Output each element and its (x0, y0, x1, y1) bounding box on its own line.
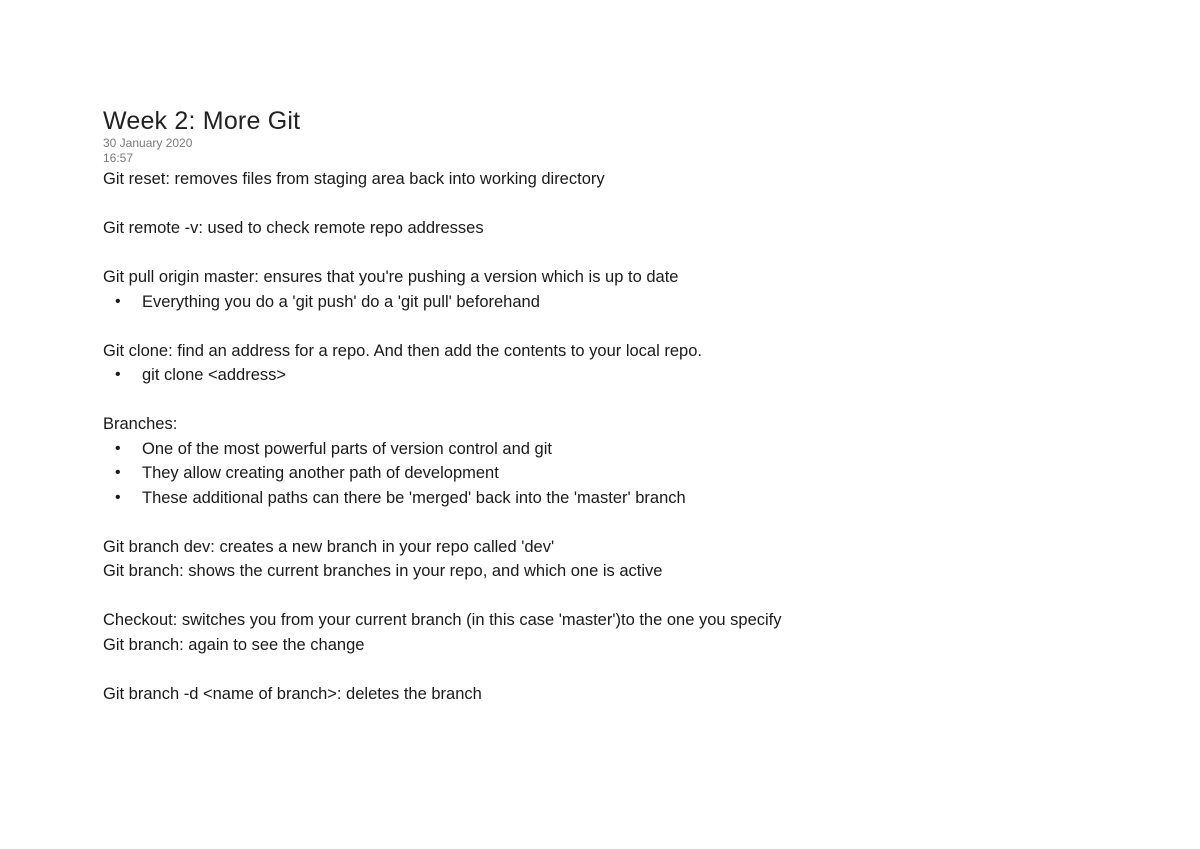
bullet-icon: • (115, 488, 121, 506)
note-line-pull: Git pull origin master: ensures that you're pushing a version which is up to date (103, 268, 679, 286)
bullet-text: These additional paths can there be 'merged' back into the 'master' branch (142, 488, 686, 507)
blank-line (103, 388, 1103, 413)
bullet-icon: • (115, 292, 121, 310)
note-time: 16:57 (103, 151, 134, 165)
bullet-text: One of the most powerful parts of version control and git (142, 439, 552, 458)
note-body (103, 167, 1103, 706)
note-line-remote: Git remote -v: used to check remote repo addresses (103, 219, 484, 237)
bullet-icon: • (115, 366, 121, 383)
blank-line (103, 241, 1103, 266)
note-date: 30 January 2020 (103, 136, 193, 150)
bullet-item (103, 363, 1103, 388)
blank-line (103, 657, 1103, 682)
bullet-item (103, 290, 1103, 315)
note-line-clone: Git clone: find an address for a repo. And then add the contents to your local repo. (103, 341, 702, 360)
note-line-branch-show: Git branch: shows the current branches in your repo, and which one is active (103, 562, 663, 580)
bullet-icon: • (115, 464, 121, 481)
note-line-reset: Git reset: removes files from staging area back into working directory (103, 170, 605, 188)
blank-line (103, 510, 1103, 535)
note-line-branch-dev: Git branch dev: creates a new branch in your repo called 'dev' (103, 537, 555, 556)
note-title: Week 2: More Git (103, 107, 301, 135)
bullet-icon: • (115, 439, 121, 457)
note-page (103, 106, 1103, 706)
blank-line (103, 584, 1103, 609)
bullet-text: git clone <address> (142, 366, 287, 384)
blank-line (103, 192, 1103, 217)
bullet-item (103, 437, 1103, 462)
bullet-item (103, 486, 1103, 511)
blank-line (103, 314, 1103, 339)
note-line-branch-again: Git branch: again to see the change (103, 635, 365, 654)
note-line-branch-delete: Git branch -d <name of branch>: deletes the branch (103, 684, 482, 703)
note-line-checkout: Checkout: switches you from your current branch (in this case 'master')to the one you specify (103, 611, 782, 629)
bullet-text: Everything you do a 'git push' do a 'git pull' beforehand (142, 292, 540, 311)
bullet-item (103, 461, 1103, 486)
note-line-branches: Branches: (103, 415, 178, 433)
bullet-text: They allow creating another path of development (142, 464, 499, 482)
